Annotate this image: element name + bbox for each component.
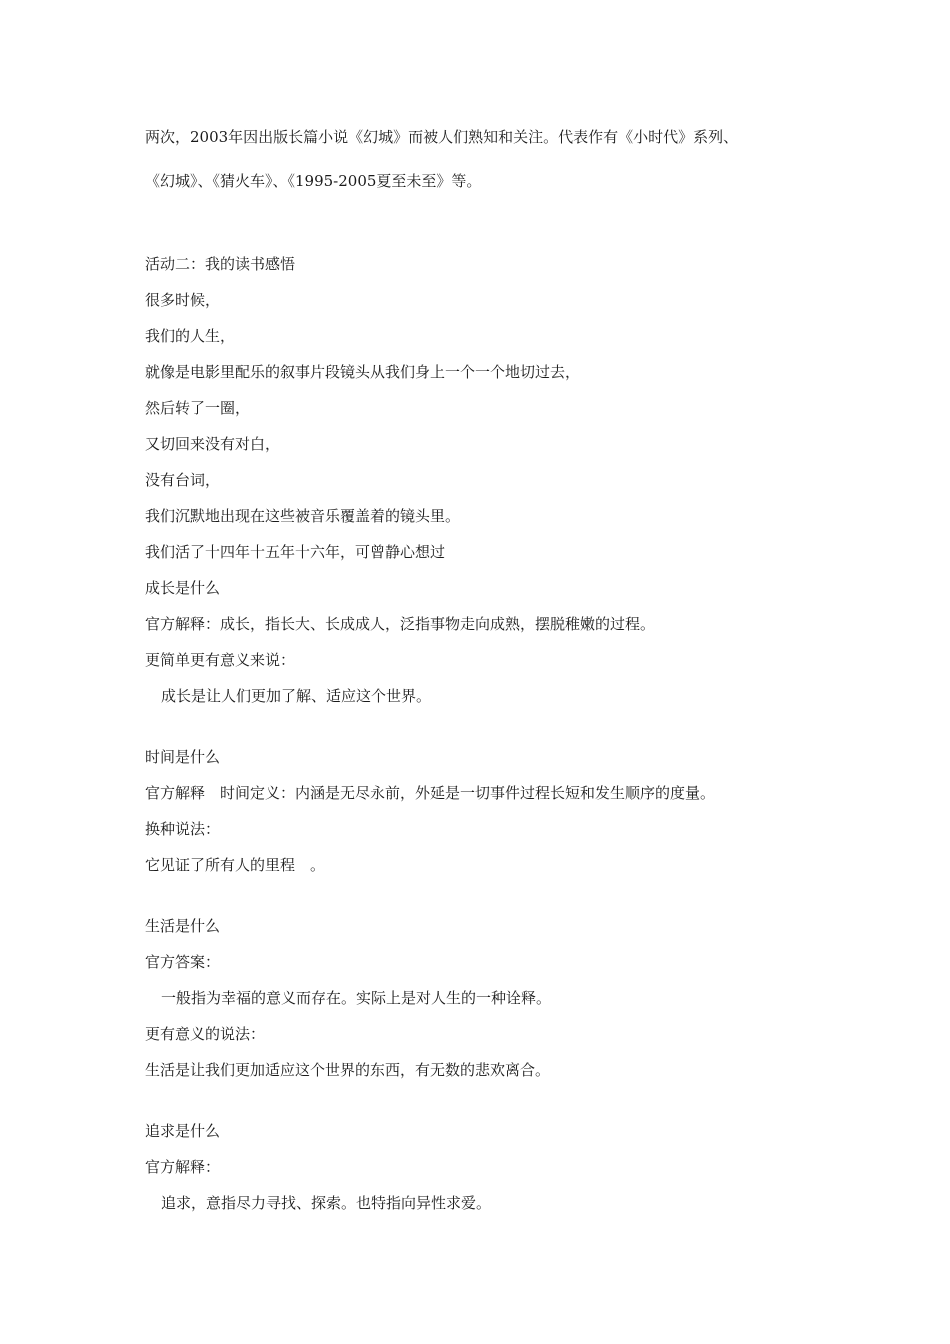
growth-alt-text: 成长是让人们更加了解、适应这个世界。	[161, 687, 432, 705]
poem-line: 很多时候，	[145, 291, 221, 309]
life-official-label: 官方答案：	[145, 953, 221, 971]
growth-official: 官方解释：成长，指长大、长成成人，泛指事物走向成熟，摆脱稚嫩的过程。	[145, 615, 656, 633]
life-alt-text: 生活是让我们更加适应这个世界的东西，有无数的悲欢离合。	[145, 1061, 551, 1079]
activity-heading: 活动二：我的读书感悟	[145, 255, 296, 273]
life-official-text: 一般指为幸福的意义而存在。实际上是对人生的一种诠释。	[161, 989, 552, 1007]
poem-line: 我们沉默地出现在这些被音乐覆盖着的镜头里。	[145, 507, 461, 525]
time-alt-text: 它见证了所有人的里程 。	[145, 856, 326, 874]
intro-line-1: 两次，2003年因出版长篇小说《幻城》而被人们熟知和关注。代表作有《小时代》系列、	[145, 128, 739, 146]
poem-line: 然后转了一圈，	[145, 399, 251, 417]
growth-title: 成长是什么	[145, 579, 221, 597]
pursuit-title: 追求是什么	[145, 1122, 221, 1140]
poem-line: 就像是电影里配乐的叙事片段镜头从我们身上一个一个地切过去，	[145, 363, 581, 381]
poem-line: 又切回来没有对白，	[145, 435, 281, 453]
time-title: 时间是什么	[145, 748, 221, 766]
growth-alt-label: 更简单更有意义来说：	[145, 651, 296, 669]
poem-line: 我们活了十四年十五年十六年，可曾静心想过	[145, 543, 446, 561]
poem-line: 我们的人生，	[145, 327, 236, 345]
pursuit-official-label: 官方解释：	[145, 1158, 221, 1176]
life-alt-label: 更有意义的说法：	[145, 1025, 266, 1043]
pursuit-official-text: 追求，意指尽力寻找、探索。也特指向异性求爱。	[161, 1194, 492, 1212]
time-official: 官方解释 时间定义：内涵是无尽永前，外延是一切事件过程长短和发生顺序的度量。	[145, 784, 716, 802]
life-title: 生活是什么	[145, 917, 221, 935]
intro-line-2: 《幻城》、《猜火车》、《1995-2005夏至未至》等。	[145, 172, 482, 190]
time-alt-label: 换种说法：	[145, 820, 221, 838]
poem-line: 没有台词，	[145, 471, 221, 489]
